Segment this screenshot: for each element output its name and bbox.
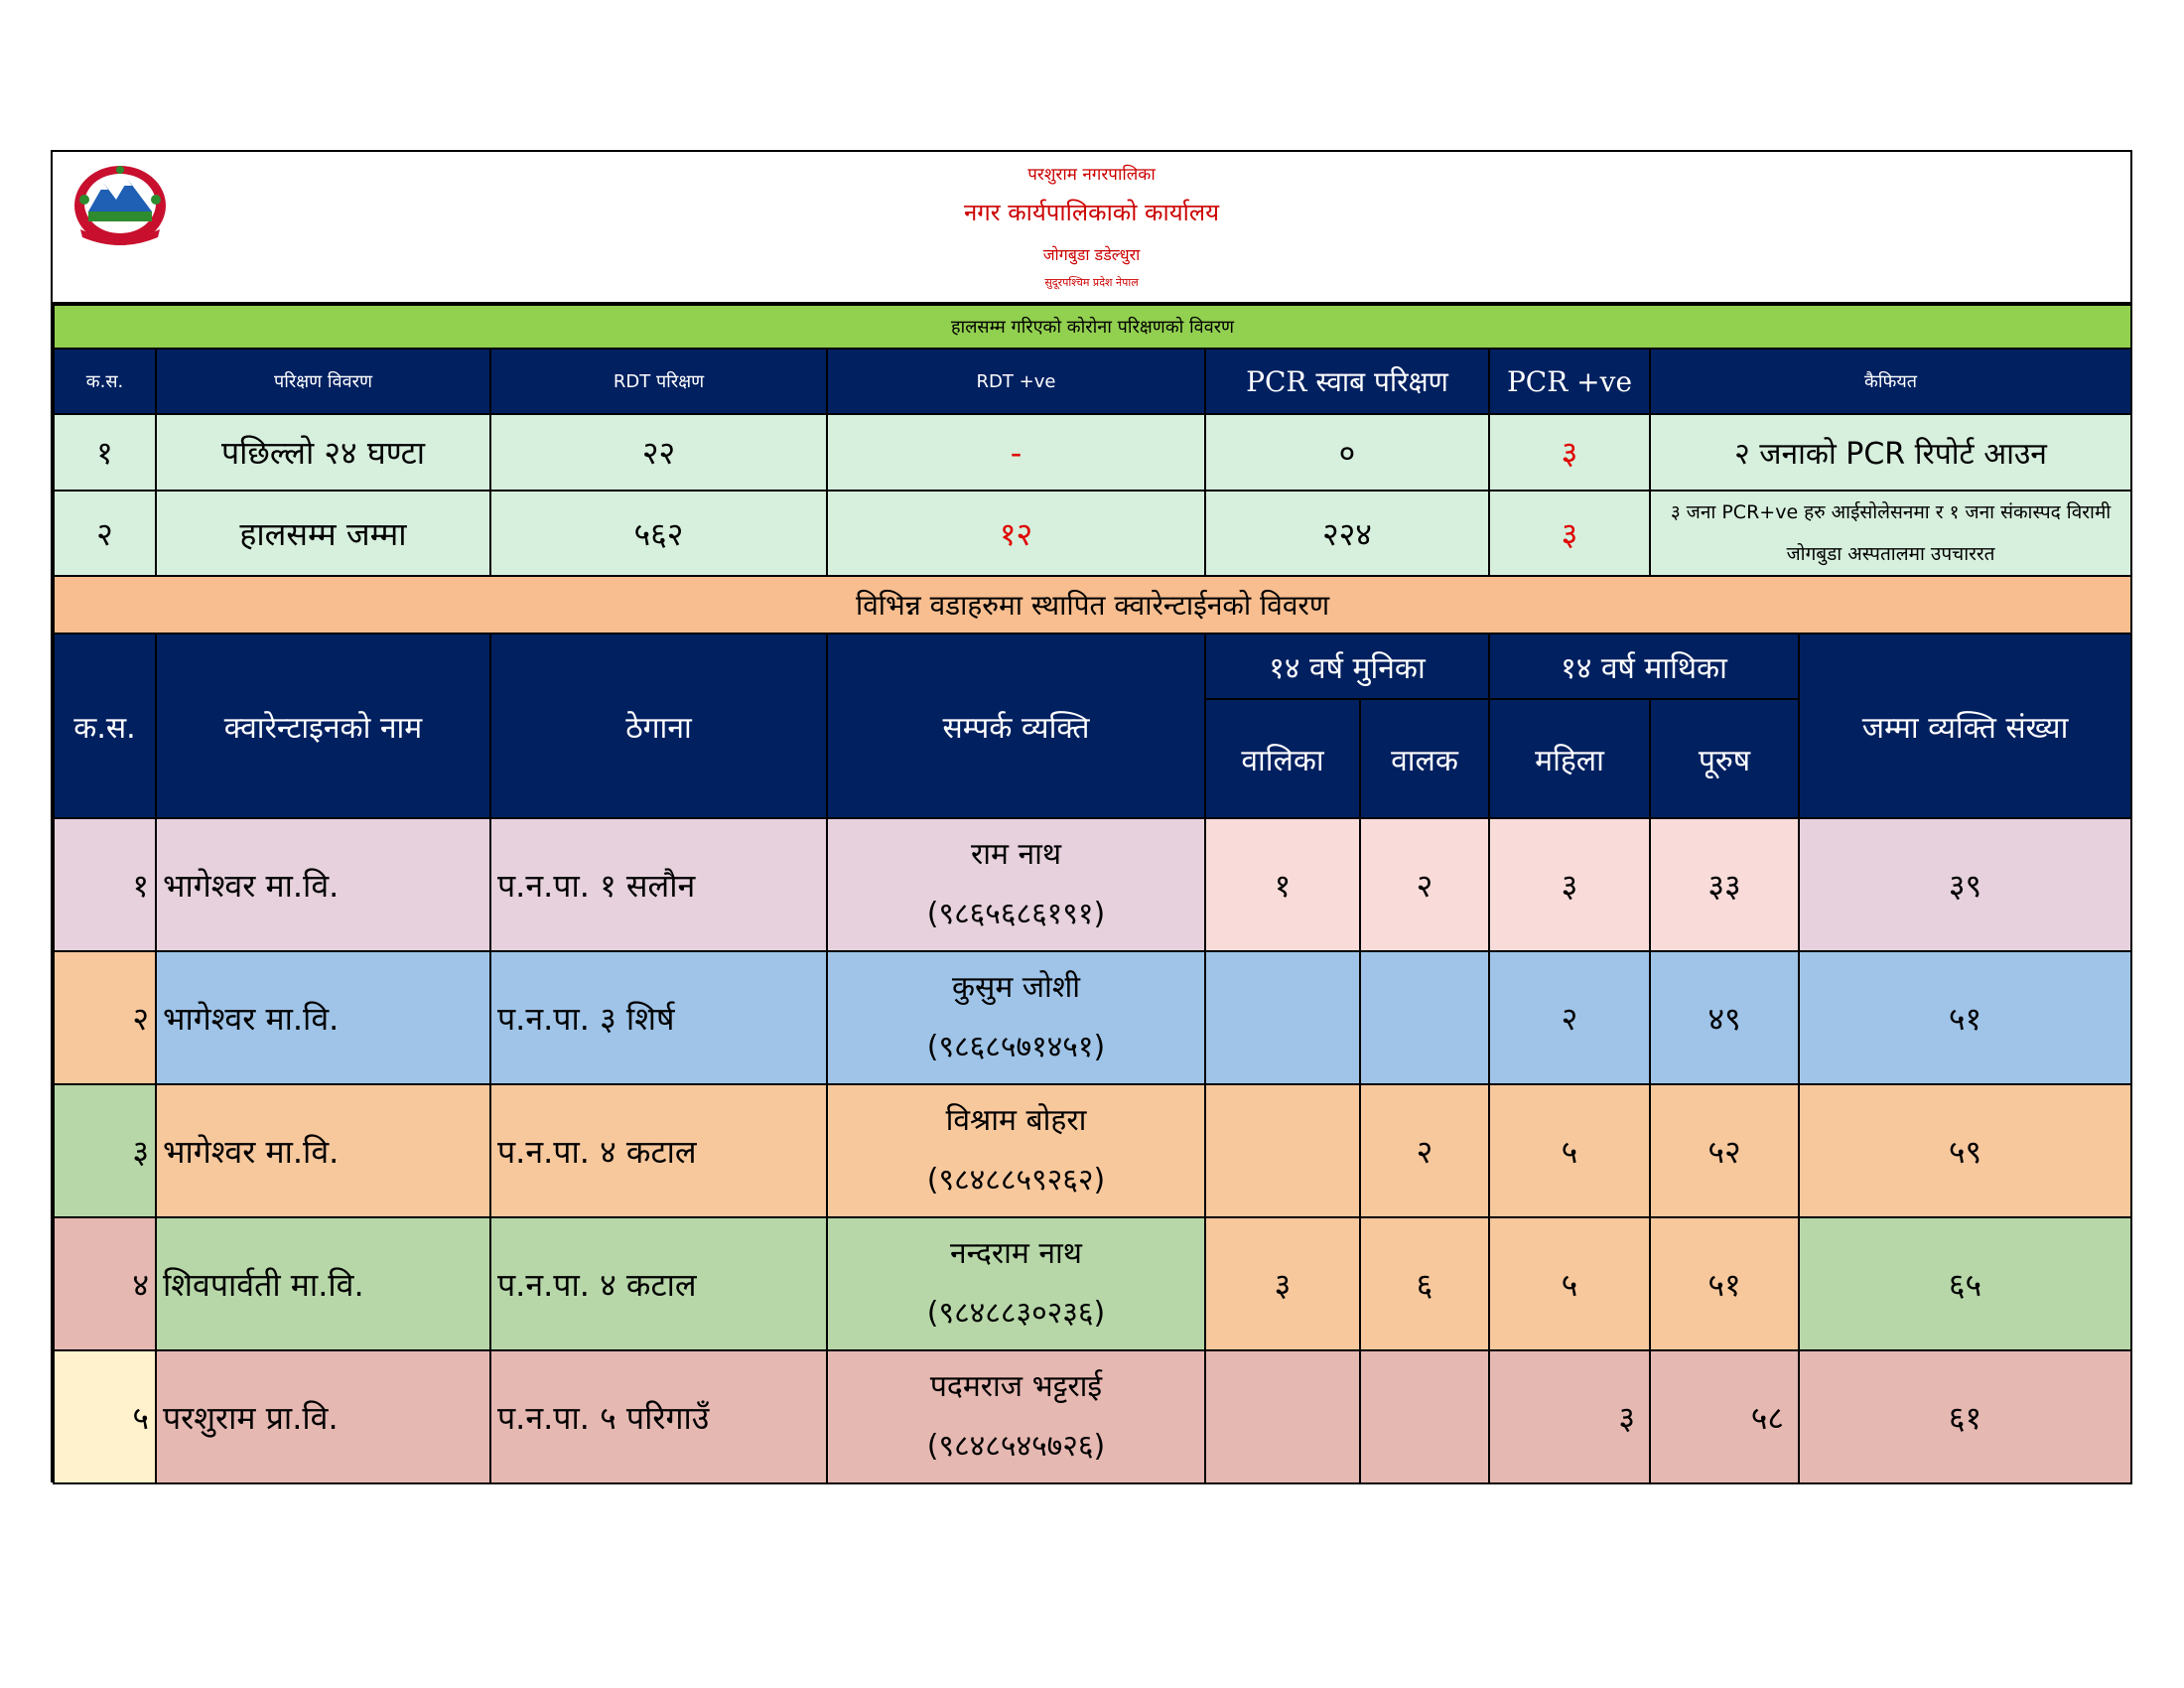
q-col-men: पूरुष xyxy=(1650,699,1799,818)
q-contact-phone: (९८६८५७१४५१) xyxy=(926,1030,1106,1064)
q-address: प.न.पा. १ सलौन xyxy=(490,818,827,951)
q-contact-name: कुसुम जोशी xyxy=(952,970,1080,1005)
q-address: प.न.पा. ४ कटाल xyxy=(490,1217,827,1350)
q-sn: १ xyxy=(54,818,156,951)
q-name: परशुराम प्रा.वि. xyxy=(156,1350,490,1483)
testing-and-quarantine-table xyxy=(53,304,2132,1484)
office-name: नगर कार्यपालिकाको कार्यालय xyxy=(963,199,1220,226)
q-total: ५९ xyxy=(1799,1084,2131,1217)
q-contact xyxy=(827,1084,1205,1217)
col-pcr: PCR स्वाब परिक्षण xyxy=(1205,349,1489,414)
testing-header-row xyxy=(54,349,2131,414)
q-address: प.न.पा. ४ कटाल xyxy=(490,1084,827,1217)
province-name: सुदूरपश्चिम प्रदेश नेपाल xyxy=(1044,276,1139,289)
q-col-under14: १४ वर्ष मुनिका xyxy=(1205,633,1489,699)
q-girls: १ xyxy=(1205,818,1360,951)
q-men: ५८ xyxy=(1650,1350,1799,1483)
q-sn: ५ xyxy=(54,1350,156,1483)
testing-pcr-positive: ३ xyxy=(1489,491,1650,576)
testing-pcr: २२४ xyxy=(1205,491,1489,576)
q-men: ५२ xyxy=(1650,1084,1799,1217)
q-contact-phone: (९८४८८३०२३६) xyxy=(926,1296,1106,1331)
col-pcr-positive: PCR +ve xyxy=(1489,349,1650,414)
quarantine-row xyxy=(54,1084,2131,1217)
q-boys: ६ xyxy=(1360,1217,1489,1350)
testing-pcr-positive: ३ xyxy=(1489,414,1650,491)
q-girls xyxy=(1205,1084,1360,1217)
quarantine-row xyxy=(54,951,2131,1084)
q-contact-phone: (९८४८५४५७२६) xyxy=(926,1429,1106,1464)
q-name: भागेश्वर मा.वि. xyxy=(156,818,490,951)
q-boys xyxy=(1360,951,1489,1084)
q-col-name: क्वारेन्टाइनको नाम xyxy=(156,633,490,818)
testing-remarks: २ जनाको PCR रिपोर्ट आउन xyxy=(1650,414,2131,491)
q-sn: २ xyxy=(54,951,156,1084)
quarantine-row xyxy=(54,1217,2131,1350)
quarantine-header-row-1 xyxy=(54,633,2131,699)
q-sn: ४ xyxy=(54,1217,156,1350)
col-rdt: RDT परिक्षण xyxy=(490,349,827,414)
testing-desc: पछिल्लो २४ घण्टा xyxy=(156,414,490,491)
q-name: भागेश्वर मा.वि. xyxy=(156,1084,490,1217)
q-col-girls: वालिका xyxy=(1205,699,1360,818)
col-test-desc: परिक्षण विवरण xyxy=(156,349,490,414)
testing-title: हालसम्म गरिएको कोरोना परिक्षणको विवरण xyxy=(54,305,2131,349)
testing-rdt: ५६२ xyxy=(490,491,827,576)
q-contact xyxy=(827,1350,1205,1483)
q-total: ३९ xyxy=(1799,818,2131,951)
office-header xyxy=(53,152,2130,304)
q-women: ३ xyxy=(1489,1350,1650,1483)
quarantine-row xyxy=(54,1350,2131,1483)
q-total: ६१ xyxy=(1799,1350,2131,1483)
testing-sn: १ xyxy=(54,414,156,491)
quarantine-title: विभिन्न वडाहरुमा स्थापित क्वारेन्टाईनको विवरण xyxy=(54,576,2131,633)
testing-rdt-positive: - xyxy=(827,414,1205,491)
q-col-total: जम्मा व्यक्ति संख्या xyxy=(1799,633,2131,818)
q-col-address: ठेगाना xyxy=(490,633,827,818)
q-boys: २ xyxy=(1360,818,1489,951)
q-boys: २ xyxy=(1360,1084,1489,1217)
q-sn: ३ xyxy=(54,1084,156,1217)
q-contact-phone: (९८६५६८६१९१) xyxy=(926,897,1106,931)
col-remarks: कैफियत xyxy=(1650,349,2131,414)
q-women: २ xyxy=(1489,951,1650,1084)
q-women: ५ xyxy=(1489,1217,1650,1350)
q-girls xyxy=(1205,1350,1360,1483)
q-boys xyxy=(1360,1350,1489,1483)
q-address: प.न.पा. ५ परिगाउँ xyxy=(490,1350,827,1483)
testing-row xyxy=(54,414,2131,491)
q-contact xyxy=(827,818,1205,951)
report-sheet xyxy=(51,150,2132,1482)
testing-rdt: २२ xyxy=(490,414,827,491)
q-girls xyxy=(1205,951,1360,1084)
q-col-women: महिला xyxy=(1489,699,1650,818)
q-contact-name: राम नाथ xyxy=(970,837,1062,872)
q-men: ३३ xyxy=(1650,818,1799,951)
q-col-over14: १४ वर्ष माथिका xyxy=(1489,633,1799,699)
municipality-name: परशुराम नगरपालिका xyxy=(1027,165,1156,185)
q-women: ५ xyxy=(1489,1084,1650,1217)
q-name: भागेश्वर मा.वि. xyxy=(156,951,490,1084)
q-contact xyxy=(827,951,1205,1084)
q-col-sn: क.स. xyxy=(54,633,156,818)
col-sn: क.स. xyxy=(54,349,156,414)
col-rdt-positive: RDT +ve xyxy=(827,349,1205,414)
q-men: ५१ xyxy=(1650,1217,1799,1350)
q-total: ५१ xyxy=(1799,951,2131,1084)
office-location: जोगबुडा डडेल्धुरा xyxy=(1042,245,1141,264)
q-name: शिवपार्वती मा.वि. xyxy=(156,1217,490,1350)
q-total: ६५ xyxy=(1799,1217,2131,1350)
testing-sn: २ xyxy=(54,491,156,576)
q-girls: ३ xyxy=(1205,1217,1360,1350)
testing-remarks: ३ जना PCR+ve हरु आईसोलेसनमा र १ जना संकास्पद विरामी जोगबुडा अस्पतालमा उपचाररत xyxy=(1650,491,2131,576)
q-contact-name: विश्राम बोहरा xyxy=(945,1103,1087,1138)
testing-pcr: ० xyxy=(1205,414,1489,491)
q-contact-name: नन्दराम नाथ xyxy=(950,1236,1082,1271)
q-contact-name: पदमराज भट्टराई xyxy=(929,1369,1103,1404)
q-contact-phone: (९८४८८५९२६२) xyxy=(926,1163,1106,1197)
q-men: ४९ xyxy=(1650,951,1799,1084)
q-women: ३ xyxy=(1489,818,1650,951)
testing-desc: हालसम्म जम्मा xyxy=(156,491,490,576)
q-col-contact: सम्पर्क व्यक्ति xyxy=(827,633,1205,818)
testing-rdt-positive: १२ xyxy=(827,491,1205,576)
q-contact xyxy=(827,1217,1205,1350)
q-col-boys: वालक xyxy=(1360,699,1489,818)
quarantine-row xyxy=(54,818,2131,951)
q-address: प.न.पा. ३ शिर्ष xyxy=(490,951,827,1084)
testing-row xyxy=(54,491,2131,576)
